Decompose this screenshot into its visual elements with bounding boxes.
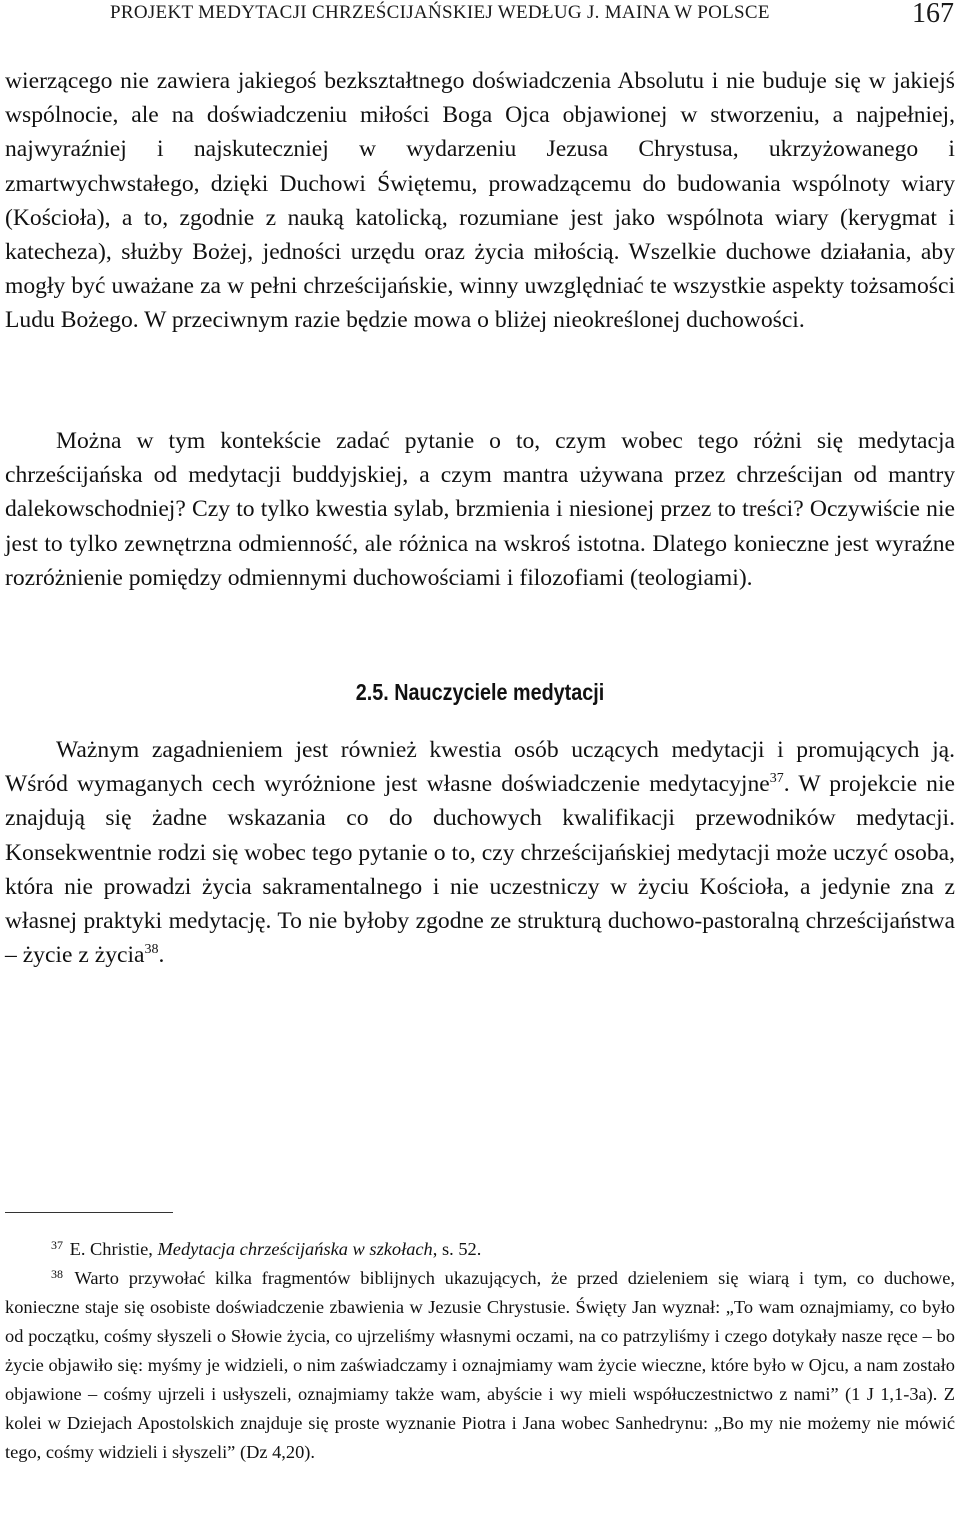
running-header: PROJEKT MEDYTACJI CHRZEŚCIJAŃSKIEJ WEDŁUG J. MAINA W POLSCE <box>110 2 770 23</box>
footnote-37-author: E. Christie, <box>69 1239 158 1259</box>
section-heading: 2.5. Nauczyciele medytacji <box>355 679 605 705</box>
footnote-38-text: Warto przywołać kilka fragmentów biblijnych ukazujących, że przed dzieleniem się wiarą i tym, co duchowe, konieczne staje się osobiste doświadczenie zbawienia w Jezusie Chrystusie. Święty Jan wyznał: „To wam oznajmiamy, co było od początku, cośmy słyszeli o Słowie życia, co ujrzeliśmy własnymi oczami, na co patrzyliśmy i czego dotykały nasze ręce – bo życie objawiło się: myśmy je widzieli, o nim zaświadczamy i oznajmiamy wam życie wieczne, które było w Ojcu, a nam zostało objawione – cośmy ujrzeli i usłyszeli, oznajmiamy także wam, abyście i wy mieli współuczestnictwo z nami” (1 J 1,1-3a). Z kolei w Dziejach Apostolskich znajduje się proste wyznanie Piotra i Jana wobec Sanhedrynu: „Bo my nie możemy nie mówić tego, cośmy widzieli i słyszeli” (Dz 4,20). <box>5 1268 956 1462</box>
footnote-37-title: Medytacja chrześcijańska w szkołach <box>157 1239 433 1259</box>
page-number: 167 <box>912 0 954 29</box>
footnote-ref-37[interactable]: 37 <box>769 771 784 787</box>
paragraph-3-part-3: . <box>158 942 165 969</box>
footnote-ref-38[interactable]: 38 <box>144 942 159 958</box>
footnote-38 <box>5 1264 955 1467</box>
footnote-37-pages: , s. 52. <box>432 1239 482 1259</box>
paragraph-2-text: Można w tym kontekście zadać pytanie o to, czym wobec tego różni się medytacja chrześcijańska od medytacji buddyjskiej, a czym mantra używana przez chrześcijan od mantry dalekowschodniej? Czy to tylko kwestia sylab, brzmienia i niesionej przez to treści? Oczywiście nie jest to tylko zewnętrzna odmienność, ale różnica na wskroś istotna. Dlatego konieczne jest wyraźne rozróżnienie pomiędzy odmiennymi duchowościami i filozofiami (teologiami). <box>5 428 955 591</box>
paragraph-1-text: wierzącego nie zawiera jakiegoś bezkształtnego doświadczenia Absolutu i nie buduje się w jakiejś wspólnocie, ale na doświadczeniu miłości Boga Ojca objawionej w stworzeniu, a najpełniej, najwyraźniej i najskuteczniej w wydarzeniu Jezusa Chrystusa, ukrzyżowanego i zmartwychwstałego, dzięki Duchowi Świętemu, prowadzącemu do budowania wspólnoty wiary (Kościoła), a to, zgodnie z nauką katolicką, rozumiane jest jako wspólnota wiary (kerygmat i katecheza), służby Bożej, jedności urzędu oraz życia miłością. Wszelkie duchowe działania, aby mogły być uważane za w pełni chrześcijańskie, winny uwzględniać te wszystkie aspekty tożsamości Ludu Bożego. W przeciwnym razie będzie mowa o bliżej nieokreślonej duchowości. <box>5 68 955 334</box>
footnotes <box>5 1235 955 1467</box>
footnote-38-number: 38 <box>51 1267 63 1281</box>
paragraph-3-part-2: . W projekcie nie znajdują się żadne wskazania co do duchowych kwalifikacji przewodników medytacji. Konsekwentnie rodzi się wobec tego pytanie o to, czy chrześcijańskiej medytacji może uczyć osoba, która nie prowadzi życia sakramentalnego i nie uczestniczy w życiu Kościoła, a jedynie zna z własnej praktyki medytację. To nie byłoby zgodne ze strukturą duchowo-pastoralną chrześcijaństwa – życie z życia <box>5 771 955 969</box>
footnote-separator <box>5 1212 173 1213</box>
paragraph-3-part-1: Ważnym zagadnieniem jest również kwestia osób uczących medytacji i promujących ją. Wśród wymaganych cech wyróżnione jest własne doświadczenie medytacyjne <box>5 737 955 798</box>
footnote-37 <box>5 1235 955 1264</box>
paragraph-continuation <box>5 64 955 338</box>
paragraph-3 <box>5 733 955 972</box>
paragraph-2 <box>5 424 955 595</box>
footnote-37-number: 37 <box>51 1238 63 1252</box>
paragraph-3-text <box>5 733 955 972</box>
